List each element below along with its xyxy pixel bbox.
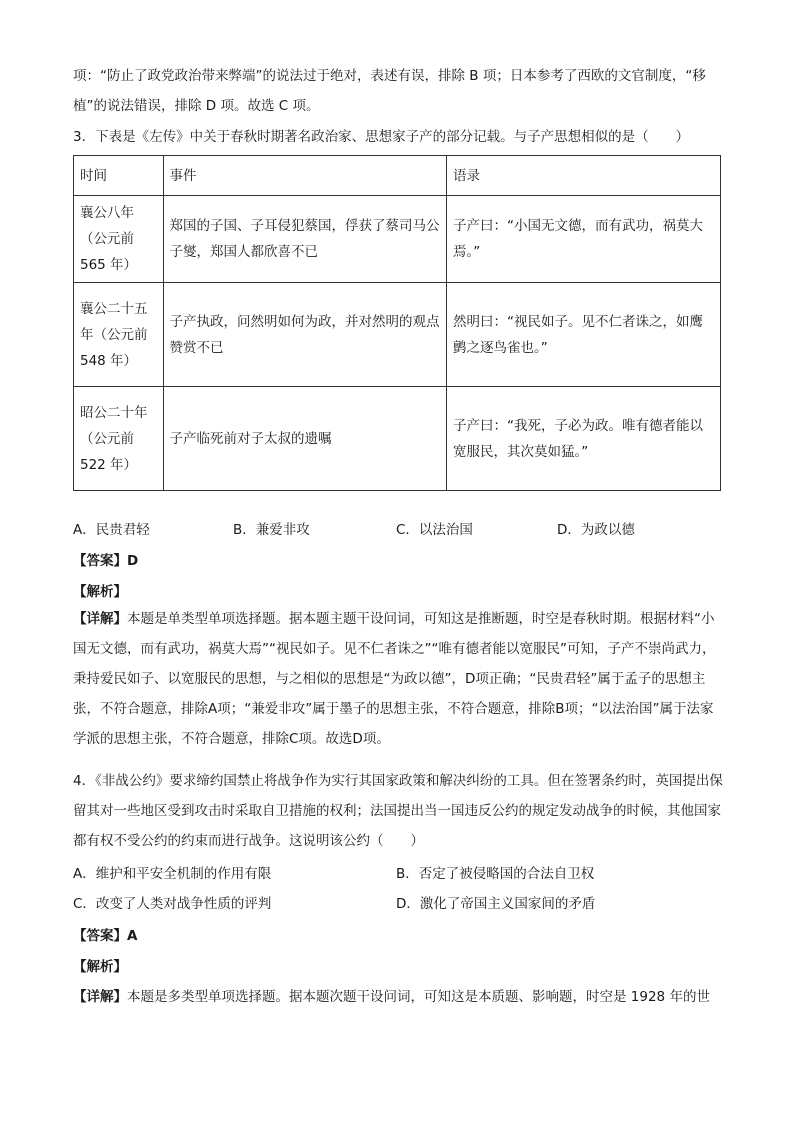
question-3-stem: 3．下表是《左传》中关于春秋时期著名政治家、思想家子产的部分记载。与子产思想相似的是（ ）: [73, 129, 690, 145]
question-4-stem: 4．《非战公约》要求缔约国禁止将战争作为实行其国家政策和解决纠纷的工具。但在签署条约时，英国提出保留其对一些地区受到攻击时采取自卫措施的权利；法国提出当一国违反公约的规定发动战争的时候，其他国家都有权不受公约的约束而进行战争。这说明该公约（ ）: [73, 773, 723, 849]
q4-answer: 【答案】A: [73, 928, 138, 944]
table-row: [74, 387, 721, 491]
table-cell-time: 襄公二十五年（公元前 548 年）: [74, 283, 164, 387]
table-cell-time: 襄公八年（公元前 565 年）: [74, 196, 164, 283]
q3-option-a[interactable]: A．民贵君轻: [73, 522, 150, 538]
q3-answer: 【答案】D: [73, 553, 139, 569]
table-header-row: [74, 156, 721, 196]
table-row: [74, 196, 721, 283]
q3-option-b[interactable]: B．兼爱非攻: [233, 522, 310, 538]
q3-detail-text: 本题是单类型单项选择题。据本题主题干设问词，可知这是推断题，时空是春秋时期。根据材料“小国无文德，而有武功，祸莫大焉”“视民如子。见不仁者诛之”“唯有德者能以宽服民”可知，子产不崇尚武力，秉持爱民如子、以宽服民的思想，与之相似的思想是“为政以德”，D项正确；“民贵君轻”属于孟子的思想主张，不符合题意，排除A项；“兼爱非攻”属于墨子的思想主张，不符合题意，排除B项；“以法治国”属于法家学派的思想主张，不符合题意，排除C项。故选D项。: [73, 611, 716, 747]
q4-option-a[interactable]: A．维护和平安全机制的作用有限: [73, 866, 272, 882]
q4-option-b[interactable]: B．否定了被侵略国的合法自卫权: [396, 866, 595, 882]
table-cell-quote: 子产曰：“小国无文德，而有武功，祸莫大焉。”: [447, 196, 721, 283]
q4-option-c[interactable]: C．改变了人类对战争性质的评判: [73, 896, 272, 912]
q3-analysis-label: 【解析】: [73, 584, 127, 600]
q3-detail-label: 【详解】: [73, 611, 127, 627]
intro-line-2: 植”的说法错误，排除 D 项。故选 C 项。: [73, 98, 320, 114]
q4-detail: [73, 985, 710, 1005]
q3-detail: [73, 604, 723, 754]
table-cell-quote: 然明曰：“视民如子。见不仁者诛之，如鹰鹯之逐鸟雀也。”: [447, 283, 721, 387]
table-cell-quote: 子产曰：“我死，子必为政。唯有德者能以宽服民，其次莫如猛。”: [447, 387, 721, 491]
table-cell-time: 昭公二十年（公元前 522 年）: [74, 387, 164, 491]
intro-line-1: 项：“防止了政党政治带来弊端”的说法过于绝对，表述有误，排除 B 项；日本参考了西欧的文官制度，“移: [73, 68, 706, 84]
q4-analysis-label: 【解析】: [73, 959, 127, 975]
table-cell-event: 子产执政，问然明如何为政，并对然明的观点赞赏不已: [163, 283, 447, 387]
table-row: [74, 283, 721, 387]
table-header-cell: 语录: [447, 156, 721, 196]
q3-option-c[interactable]: C．以法治国: [396, 522, 473, 538]
table-cell-event: 子产临死前对子太叔的遗嘱: [163, 387, 447, 491]
q4-detail-label: 【详解】: [73, 989, 127, 1005]
q3-option-d[interactable]: D．为政以德: [557, 522, 635, 538]
table-cell-event: 郑国的子国、子耳侵犯蔡国，俘获了蔡司马公子燮，郑国人都欣喜不已: [163, 196, 447, 283]
q4-detail-text: 本题是多类型单项选择题。据本题次题干设问词，可知这是本质题、影响题，时空是 1928 年的世: [127, 989, 710, 1005]
table-header-cell: 时间: [74, 156, 164, 196]
zuozhuan-table: [73, 155, 721, 491]
table-header-cell: 事件: [163, 156, 447, 196]
q4-option-d[interactable]: D．激化了帝国主义国家间的矛盾: [396, 896, 596, 912]
